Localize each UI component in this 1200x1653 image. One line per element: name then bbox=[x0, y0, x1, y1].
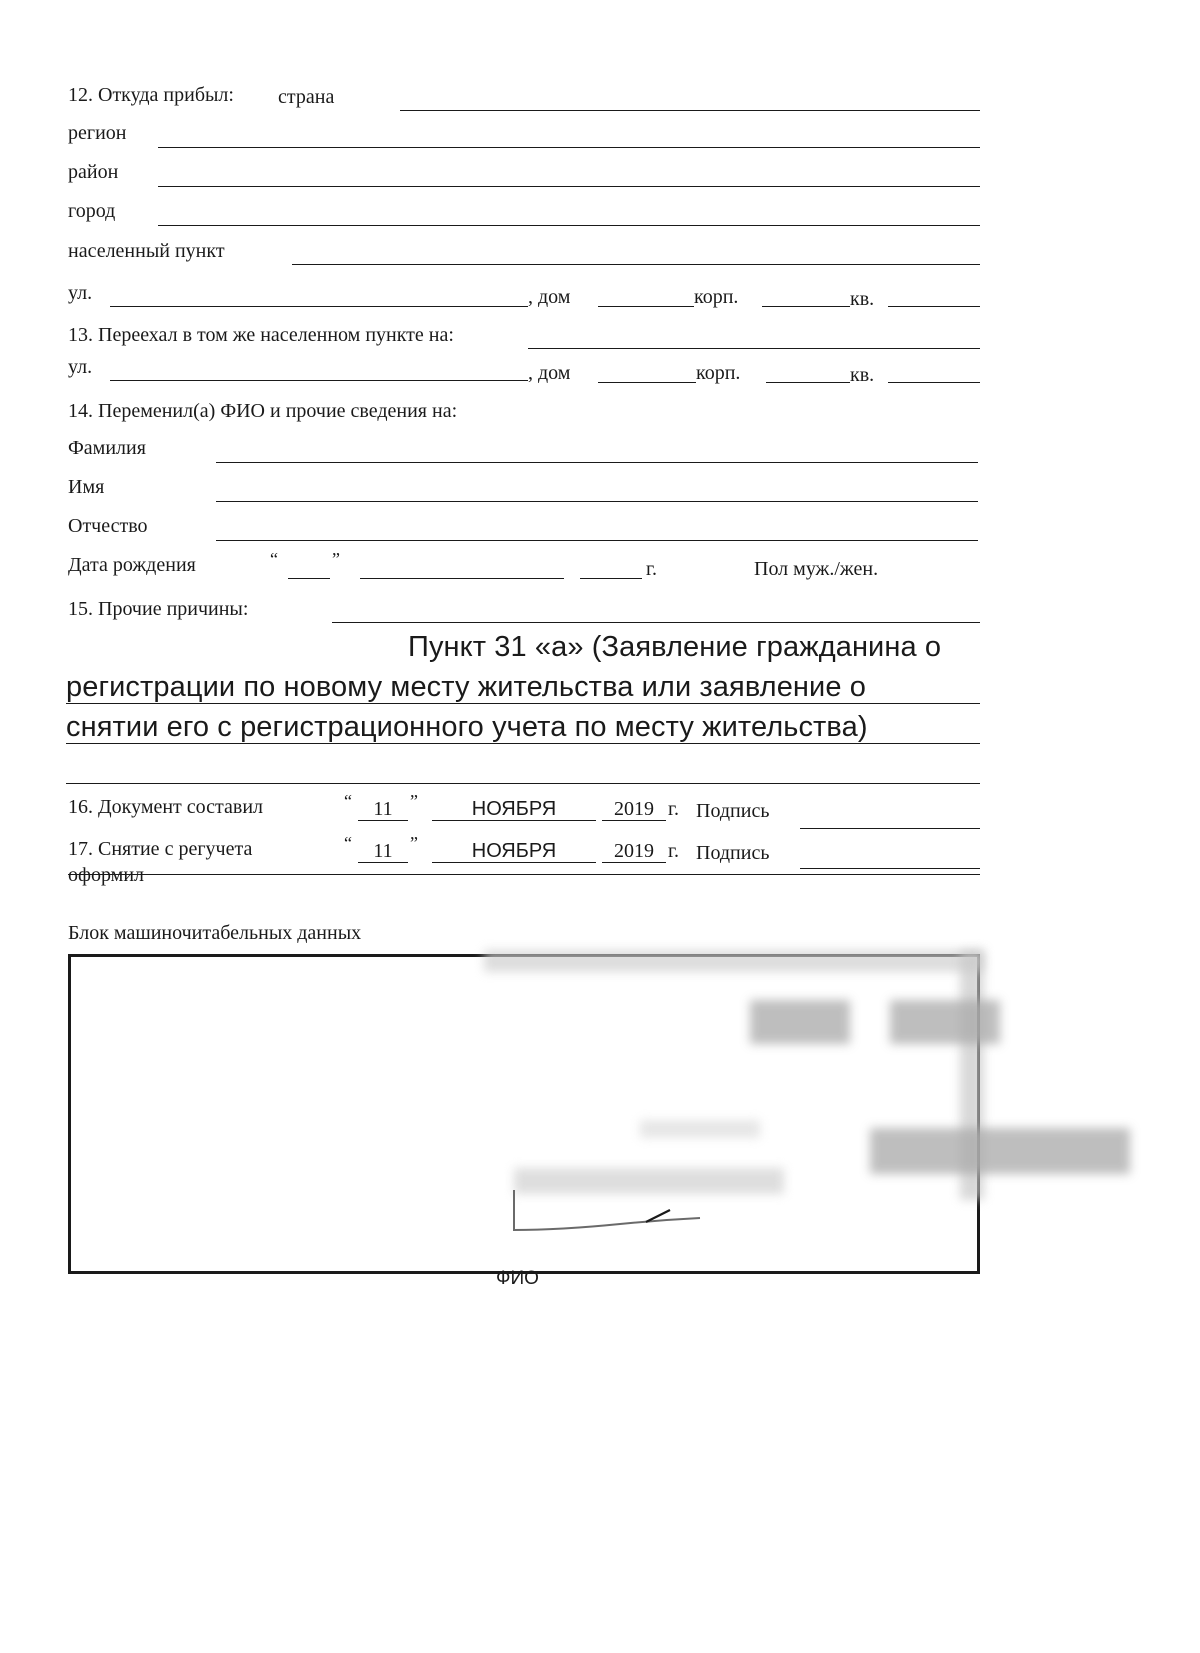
s12-locality-label: населенный пункт bbox=[68, 240, 225, 262]
s12-apt-field[interactable] bbox=[888, 306, 980, 307]
s17-year-suffix: г. bbox=[668, 840, 679, 862]
s14-surname-field[interactable] bbox=[216, 462, 978, 463]
s15-text-line-3: снятии его с регистрационного учета по месту жительства) bbox=[66, 711, 868, 743]
s12-city-label: город bbox=[68, 200, 116, 222]
s16-quote-open: “ bbox=[344, 791, 352, 811]
s12-house-label: , дом bbox=[528, 286, 571, 308]
s17-label-2: оформил bbox=[68, 864, 144, 886]
s17-signature-label: Подпись bbox=[696, 842, 770, 864]
s16-quote-close: ” bbox=[410, 791, 418, 811]
s12-city-field[interactable] bbox=[158, 225, 980, 226]
s15-line-3 bbox=[66, 743, 980, 744]
s16-signature-label: Подпись bbox=[696, 800, 770, 822]
s15-text-line-1: Пункт 31 «а» (Заявление гражданина о bbox=[408, 631, 942, 663]
s15-line-2 bbox=[66, 703, 980, 704]
s16-year-value: 2019 bbox=[614, 798, 654, 820]
s12-building-field[interactable] bbox=[762, 306, 850, 307]
s15-text-line-2: регистрации по новому месту жительства или заявление о bbox=[66, 671, 866, 703]
s17-underline bbox=[68, 874, 980, 875]
s16-signature-field[interactable] bbox=[800, 828, 980, 829]
s17-label: 17. Снятие с регучета bbox=[68, 838, 253, 860]
s12-building-label: корп. bbox=[694, 286, 739, 308]
s13-label: 13. Переехал в том же населенном пункте на: bbox=[68, 324, 454, 346]
s12-region-label: регион bbox=[68, 122, 127, 144]
s16-year-suffix: г. bbox=[668, 798, 679, 820]
s13-target-field[interactable] bbox=[528, 348, 980, 349]
s17-quote-open: “ bbox=[344, 833, 352, 853]
s14-name-label: Имя bbox=[68, 476, 105, 498]
s13-street-label: ул. bbox=[68, 356, 93, 378]
s14-quote-close: ” bbox=[332, 549, 340, 569]
s14-surname-label: Фамилия bbox=[68, 437, 146, 459]
s15-label: 15. Прочие причины: bbox=[68, 598, 249, 620]
s17-signature-field[interactable] bbox=[800, 868, 980, 869]
s12-country-field[interactable] bbox=[400, 110, 980, 111]
s15-line-1 bbox=[332, 622, 980, 623]
s12-district-field[interactable] bbox=[158, 186, 980, 187]
s13-street-field[interactable] bbox=[110, 380, 528, 381]
s17-month-field[interactable] bbox=[432, 862, 596, 863]
s12-country-label: страна bbox=[278, 86, 335, 108]
s14-quote-open: “ bbox=[270, 549, 278, 569]
s14-birth-month-field[interactable] bbox=[360, 578, 564, 579]
s14-name-field[interactable] bbox=[216, 501, 978, 502]
s16-day-value: 11 bbox=[373, 798, 393, 820]
s14-birth-day-field[interactable] bbox=[288, 578, 330, 579]
s17-month-value: НОЯБРЯ bbox=[471, 840, 557, 862]
s16-month-field[interactable] bbox=[432, 820, 596, 821]
s12-label: 12. Откуда прибыл: bbox=[68, 84, 234, 106]
s17-day-field[interactable] bbox=[358, 862, 408, 863]
s12-region-field[interactable] bbox=[158, 147, 980, 148]
s12-district-label: район bbox=[68, 161, 119, 183]
s13-apt-label: кв. bbox=[850, 364, 875, 386]
s13-house-field[interactable] bbox=[598, 382, 696, 383]
s14-birthdate-label: Дата рождения bbox=[68, 554, 196, 576]
signature-stroke bbox=[500, 1180, 820, 1240]
s14-patronymic-label: Отчество bbox=[68, 515, 148, 537]
s14-label: 14. Переменил(а) ФИО и прочие сведения на: bbox=[68, 400, 458, 422]
s17-quote-close: ” bbox=[410, 833, 418, 853]
s13-building-field[interactable] bbox=[766, 382, 850, 383]
s15-line-4 bbox=[66, 783, 980, 784]
s14-birth-year-field[interactable] bbox=[580, 578, 642, 579]
s13-apt-field[interactable] bbox=[888, 382, 980, 383]
machine-block-label: Блок машиночитабельных данных bbox=[68, 922, 362, 944]
s12-street-label: ул. bbox=[68, 282, 93, 304]
s14-year-suffix: г. bbox=[646, 558, 657, 580]
s13-building-label: корп. bbox=[696, 362, 741, 384]
fio-caption: ФИО bbox=[496, 1268, 539, 1289]
s12-house-field[interactable] bbox=[598, 306, 694, 307]
s16-label: 16. Документ составил bbox=[68, 796, 264, 818]
s14-patronymic-field[interactable] bbox=[216, 540, 978, 541]
s17-year-field[interactable] bbox=[602, 862, 666, 863]
s12-locality-field[interactable] bbox=[292, 264, 980, 265]
s16-day-field[interactable] bbox=[358, 820, 408, 821]
s16-year-field[interactable] bbox=[602, 820, 666, 821]
s17-year-value: 2019 bbox=[614, 840, 654, 862]
s16-month-value: НОЯБРЯ bbox=[471, 798, 557, 820]
s12-apt-label: кв. bbox=[850, 288, 875, 310]
s12-street-field[interactable] bbox=[110, 306, 528, 307]
s14-sex-label: Пол муж./жен. bbox=[754, 558, 879, 580]
s17-day-value: 11 bbox=[373, 840, 393, 862]
s13-house-label: , дом bbox=[528, 362, 571, 384]
